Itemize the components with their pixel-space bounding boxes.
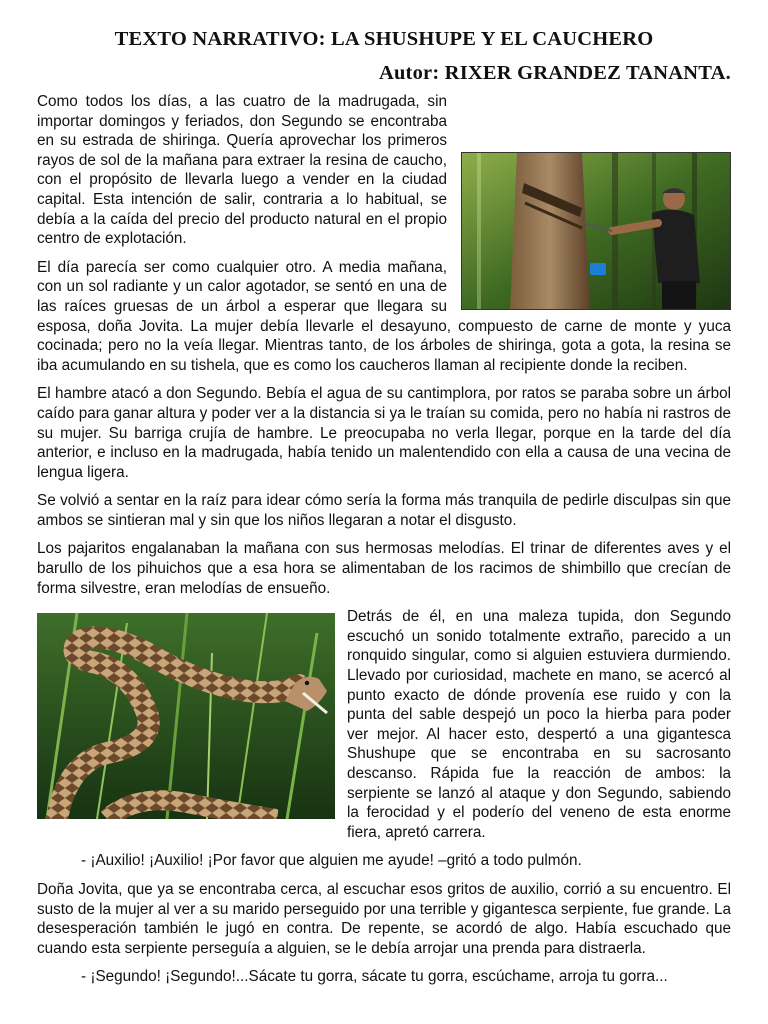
paragraph-2: El día parecía ser como cualquier otro. A media mañana, con un sol radiante y un calor agotador, se sentó en una de las raíces gruesas de un árbol a esperar que llegara su esposa, doña Jovita. La mujer debía llevarle el desayuno, compuesto de carne de monte y yuca cocinada; pero no la veía llegar. Mientras tanto, de los árboles de shiringa, gota a gota, la resina se iba acumulando en su tishela, que es como los caucheros llaman al recipiente donde la reciben. [37, 258, 731, 374]
page-title: TEXTO NARRATIVO: LA SHUSHUPE Y EL CAUCHERO [114, 28, 654, 50]
paragraph-1-text: Como todos los días, a las cuatro de la madrugada, sin importar domingos y feriados, don Segundo se encontraba en su estrada de shiringa. Quería aprovechar los primeros rayos de sol de la mañana para extraer la resina de caucho, con el propósito de llevarla luego a vender en la ciudad capital. Esta intención de salir, contraria a lo habitual, se debía a la caída del precio del producto natural en el propio centro de explotación. [37, 93, 447, 248]
dialog-line-1: - ¡Auxilio! ¡Auxilio! ¡Por favor que alguien me ayude! –gritó a todo pulmón. [81, 852, 582, 870]
paragraph-3: El hambre atacó a don Segundo. Bebía el agua de su cantimplora, por ratos se paraba sobre un árbol caído para ganar altura y poder ver a la distancia si ya le traían su comida, pero no había ni rastros de su mujer. Su barriga crujía de hambre. Le preocupaba no verla llegar, porque en la tarde del día anterior, e incluso en la madrugada, había tenido un malentendido con ella a causa de una vecina de lengua ligera. [37, 385, 731, 481]
author-line: Autor: RIXER GRANDEZ TANANTA. [378, 62, 731, 84]
paragraph-1 [37, 92, 731, 249]
paragraph-7: Doña Jovita, que ya se encontraba cerca, al escuchar esos gritos de auxilio, corrió a su encuentro. El susto de la mujer al ver a su marido perseguido por una terrible y gigantesca serpiente, fue grande. La desesperación también le jugó en contra. De repente, se acordó de algo. Había escuchado que cuando esta serpiente perseguía a alguien, se le debía arrojar una prenda para distraerla. [37, 880, 731, 957]
paragraph-4: Se volvió a sentar en la raíz para idear cómo sería la forma más tranquila de pedirle disculpas sin que ambos se sintieran mal y sin que los niños llegaran a notar el disgusto. [37, 492, 731, 529]
shushupe-snake-photo [37, 613, 335, 819]
dialog-line-2: - ¡Segundo! ¡Segundo!...Sácate tu gorra, sácate tu gorra, escúchame, arroja tu gorra... [81, 968, 668, 986]
rubber-tapper-illustration [462, 153, 731, 310]
paragraph-6 [37, 607, 731, 842]
article-body [37, 92, 731, 996]
shushupe-snake-illustration [37, 613, 335, 819]
paragraph-6-text: Detrás de él, en una maleza tupida, don Segundo escuchó un sonido totalmente extraño, parecido a un ronquido singular, como si alguien estuviera durmiendo. Llevado por curiosidad, machete en mano, se acercó al punto exacto de dónde provenía ese ruido y con la punta del sable despejó un poco la hierba para poder ver mejor. Al hacer esto, despertó a una gigantesca Shushupe que se encontraba en su sacrosanto descanso. Rápida fue la reacción de ambos: la serpiente se lanzó al ataque y don Segundo, sabiendo la ferocidad y el poderío del veneno de esta enorme fiera, apretó carrera. [347, 608, 731, 841]
paragraph-5: Los pajaritos engalanaban la mañana con sus hermosas melodías. El trinar de diferentes aves y el barullo de los pihuichos que a esa hora se alimentaban de los racimos de shimbillo que crecían de forma silvestre, eran melodías de ensueño. [37, 540, 731, 597]
rubber-tapper-photo [461, 152, 731, 310]
